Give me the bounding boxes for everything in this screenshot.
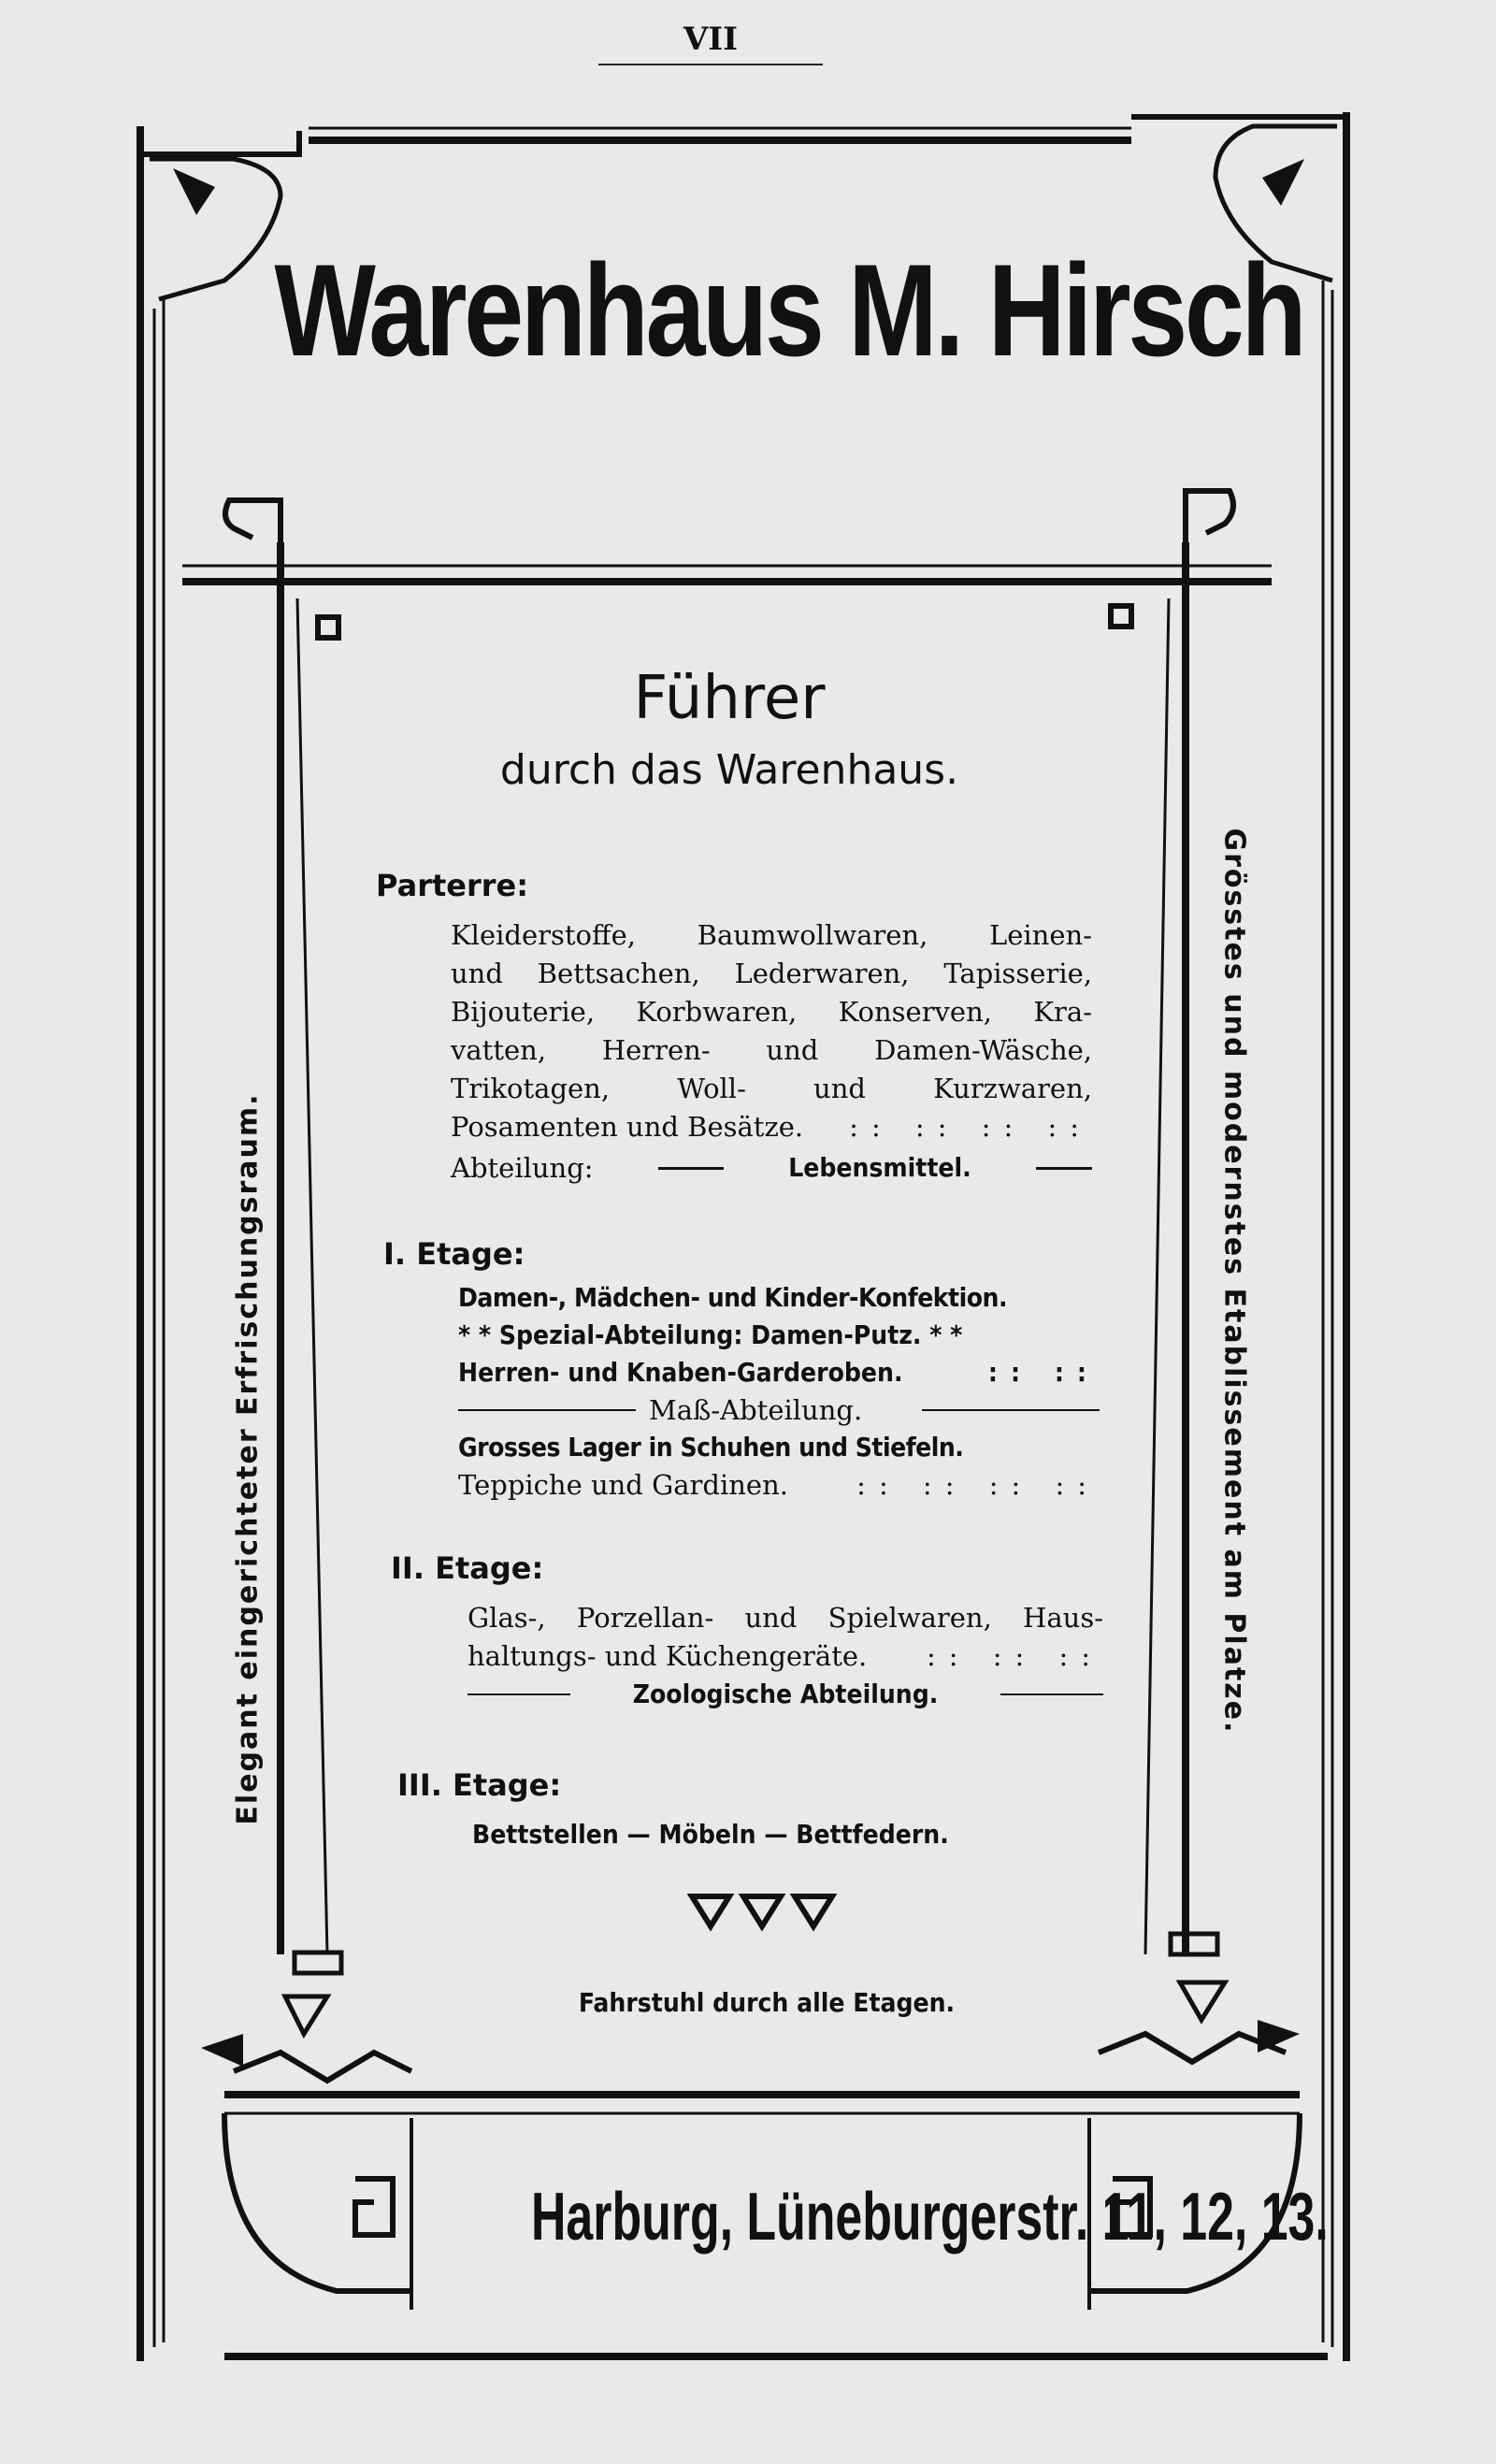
etage1-line: * * Spezial-Abteilung: Damen-Putz. * * (458, 1319, 963, 1350)
etage2-dept-name: Zoologische Abteilung. (632, 1679, 939, 1709)
parterre-dept-row (451, 1146, 1092, 1189)
parterre-line: und Bettsachen, Lederwaren, Tapisserie, (451, 958, 1092, 989)
etage1-heading: I. Etage: (383, 1236, 525, 1272)
etage1-line: Teppiche und Gardinen. (458, 1469, 788, 1501)
parterre-line: Trikotagen, Woll- und Kurzwaren, (451, 1073, 1092, 1104)
etage1-block (458, 1279, 1100, 1504)
dash-rule (658, 1167, 724, 1170)
etage2-dots: :: :: :: (926, 1640, 1103, 1672)
parterre-line: Bijouterie, Korbwaren, Konserven, Kra- (451, 996, 1092, 1028)
etage2-heading: II. Etage: (391, 1550, 544, 1586)
side-text-left: Elegant eingerichteter Erfrischungsraum. (231, 1092, 265, 1825)
etage3-line: Bettstellen — Möbeln — Bettfedern. (472, 1819, 949, 1850)
dash-rule (468, 1693, 570, 1695)
etage1-line: Damen-, Mädchen- und Kinder-Konfektion. (458, 1282, 1008, 1313)
parterre-last-row (451, 1108, 1092, 1146)
etage2-line: haltungs- und Küchengeräte. (468, 1640, 868, 1672)
etage3-heading: III. Etage: (397, 1767, 562, 1803)
store-address: Harburg, Lüneburgerstr. 11, 12, 13. (531, 2180, 1329, 2255)
etage2-dept-row (468, 1676, 1103, 1713)
etage2-row2 (468, 1637, 1103, 1676)
guide-subtitle: durch das Warenhaus. (499, 746, 959, 794)
etage1-dots: :: :: :: :: (856, 1469, 1100, 1501)
etage1-row3 (458, 1354, 1100, 1391)
etage2-block (468, 1599, 1103, 1713)
dash-rule (1036, 1167, 1092, 1170)
dash-rule (1000, 1693, 1103, 1695)
etage1-row4 (458, 1391, 1100, 1429)
guide-title: Führer (633, 664, 826, 733)
parterre-dept-label: Abteilung: (451, 1152, 594, 1184)
parterre-line: vatten, Herren- und Damen-Wäsche, (451, 1034, 1092, 1066)
etage2-line: Glas-, Porzellan- und Spielwaren, Haus- (468, 1602, 1103, 1634)
parterre-block (451, 916, 1092, 1189)
page-number: VII (683, 21, 739, 58)
dash-rule (458, 1409, 636, 1411)
etage1-line: Maß-Abteilung. (649, 1394, 863, 1426)
parterre-line: Kleiderstoffe, Baumwollwaren, Leinen- (451, 919, 1092, 951)
parterre-dots: :: :: :: :: (849, 1111, 1092, 1143)
parterre-dept-name: Lebensmittel. (788, 1152, 971, 1183)
etage1-row6 (458, 1466, 1100, 1504)
store-title: Warenhaus M. Hirsch (274, 237, 1304, 383)
elevator-note: Fahrstuhl durch alle Etagen. (578, 1987, 956, 2018)
etage1-line: Grosses Lager in Schuhen und Stiefeln. (458, 1432, 964, 1463)
side-text-right: Grösstes und modernstes Etablissement am Platze. (1217, 828, 1251, 1735)
etage1-dots: :: :: (987, 1357, 1100, 1388)
etage1-line: Herren- und Knaben-Garderoben. (458, 1357, 903, 1388)
parterre-last-line: Posamenten und Besätze. (451, 1111, 804, 1143)
parterre-heading: Parterre: (376, 868, 529, 903)
dash-rule (922, 1409, 1100, 1411)
